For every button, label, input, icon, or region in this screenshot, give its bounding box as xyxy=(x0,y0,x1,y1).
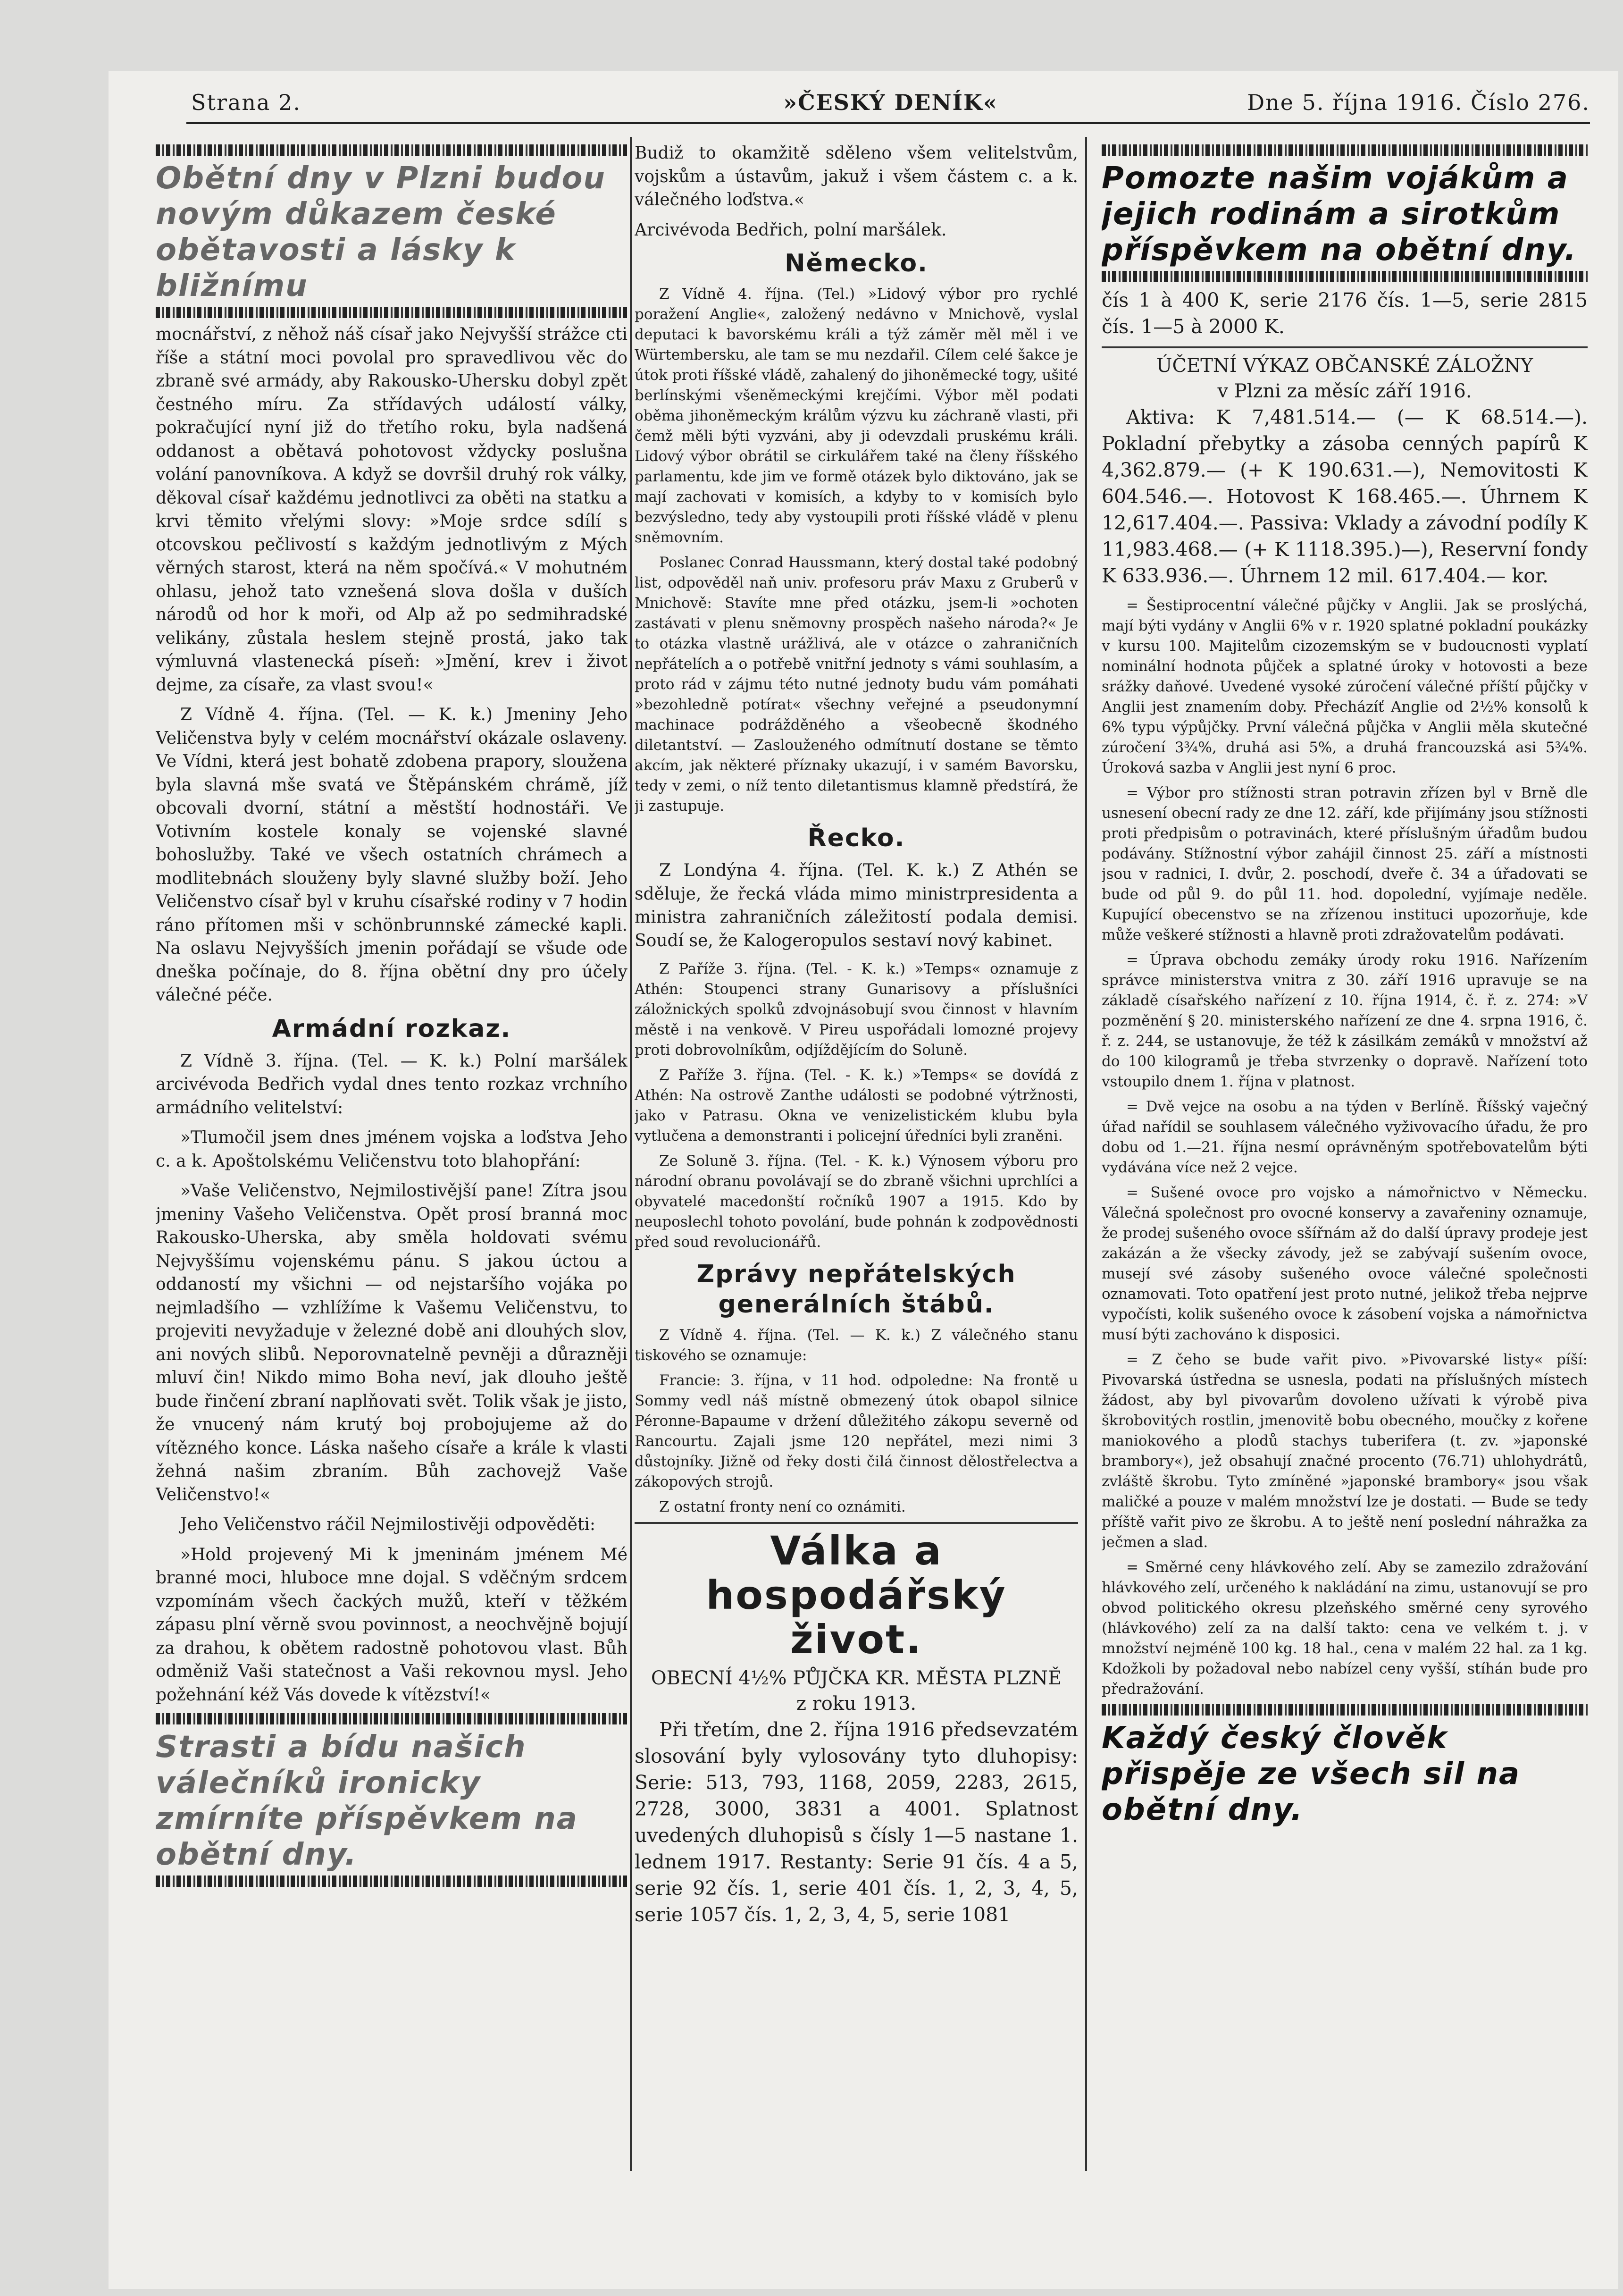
column-1 xyxy=(156,142,627,2176)
ornament-rule xyxy=(1102,144,1588,156)
ornament-rule xyxy=(1102,271,1588,282)
article-paragraph: Poslanec Conrad Haussmann, který dostal také podobný list, odpověděl naň univ. profesoru práv Maxu z Gruberů v Mnichově: Stavíte mne před otázku, jsem-li »ochoten zastávati v plenu sněmovny prospěch našeho národa?« Je to otázka vlastně urážlivá, ale v otázce o zahraničních nepřátelích a o potřebě vnitřní jednoty s vámi souhlasím, a proto rád v zájmu této nutné jednoty budu vám pomáhati »bezohledně potírat« všechny veřejné a pseudonymní machinace podrážděného a všeobecně škodného diletantství. — Zaslouženého odmítnutí dostane se těmto akcím, jak některé příznaky ukazují, i v samém Bavorsku, tedy v zemi, o níž tento diletantismus klamně předstírá, že ji zastupuje. xyxy=(635,554,1078,815)
article-paragraph: Ze Soluně 3. října. (Tel. - K. k.) Výnosem výboru pro národní obranu povolávají se do zbraně všichni uprchlíci a obyvatelé macedonští ročníků 1907 a 1915. Kdo by neuposlechl tohoto povolání, bude pohnán k zodpovědnosti před soud revolucionářů. xyxy=(635,1152,1078,1251)
appeal-banner: Obětní dny v Plzni budou novým důkazem české obětavosti a lásky k bližnímu xyxy=(156,161,606,303)
article-paragraph: Z Vídně 4. října. (Tel. — K. k.) Jmeniny Jeho Veličenstva byly v celém mocnářství okázale oslaveny. Ve Vídni, která jest bohatě zdobena prapory, sloužena byla slavná mše svatá ve Štěpánském chrámě, jíž obcovali dvorní, státní a městští hodnostáři. Ve Votivním kostele konaly se vojenské slavné bohoslužby. Také ve všech ostatních chrámech a modlitebnách slouženy byly slavné služby boží. Jeho Veličenstvo císař byl v kruhu císařské rodiny v 7 hodin ráno přítomen mši v schönbrunnské zámecké kapli. Na oslavu Nejvyšších jmenin pořádají se všude ode dneška počínaje, do 8. října obětní dny pro účely válečné péče. xyxy=(156,705,627,1005)
subheading: v Plzni za měsíc září 1916. xyxy=(1217,380,1472,402)
article-paragraph: = Dvě vejce na osobu a na týden v Berlíně. Říšský vaječný úřad nařídil se souhlasem válečného vyživovacího úřadu, že pro dobu od 1.—21. října nesmí oprávněným spotřebovatelům býti vydávána více než 2 vejce. xyxy=(1102,1098,1588,1176)
article-paragraph: Z Vídně 4. října. (Tel. — K. k.) Z válečného stanu tiskového se oznamuje: xyxy=(635,1327,1078,1364)
article-paragraph: Jeho Veličenstvo ráčil Nejmilostivěji odpověděti: xyxy=(180,1515,595,1534)
article-paragraph: Při třetím, dne 2. října 1916 předsevzatém slosování byly vylosovány tyto dluhopisy: Serie: 513, 793, 1168, 2059, 2283, 2615, 2728, 3000, 3831 a 4001. Splatnost uvedených dluhopisů s čísly 1—5 nastane 1. lednem 1917. Restanty: Serie 91 čís. 4 a 5, serie 92 čís. 1, serie 401 čís. 1, 2, 3, 4, 5, serie 1057 čís. 1, 2, 3, 4, 5, serie 1081 xyxy=(635,1718,1078,1926)
article-paragraph: Z ostatní fronty není co oznámiti. xyxy=(659,1498,906,1515)
column-divider xyxy=(630,137,632,2171)
article-paragraph: mocnářství, z něhož náš císař jako Nejvyšší strážce cti říše a státní moci povolal pro spravedlivou věc do zbraně své armády, aby Rakousko-Uhersku dobyl zpět čestného míru. Za střídavých událostí války, pokračující nyní již do třetího roku, byla nadšená oddanost a obětavá pohotovost vždycky poslušna volání panovníkova. A když se dovršil druhý rok války, děkoval císař každému jednotlivci za oběti na statku a krvi těmito vřelými slovy: »Moje srdce sdílí s otcovskou pečlivostí s každým jednotlivým z Mých věrných starost, která na něm spočívá.« V mohutném ohlasu, jehož tato vznešená slova došla v duších národů od hor k moři, od Alp až po sedmihradské velikány, zůstala heslem stejně prostá, jako tak výmluvná vlastenecká píseň: »Jmění, krev i život dejme, za císaře, za vlast svou!« xyxy=(156,325,627,695)
section-rule xyxy=(1102,346,1588,348)
section-heading: Armádní rozkaz. xyxy=(272,1014,511,1043)
ornament-rule xyxy=(156,307,627,318)
section-rule xyxy=(635,1522,1078,1524)
section-heading: ÚČETNÍ VÝKAZ OBČANSKÉ ZÁLOŽNY xyxy=(1156,355,1533,377)
appeal-banner: Strasti a bídu našich válečníků ironicky zmírníte příspěvkem na obětní dny. xyxy=(156,1730,578,1872)
header-rule xyxy=(186,122,1590,124)
article-paragraph: = Sušené ovoce pro vojsko a námořnictvo v Německu. Válečná společnost pro ovocné konservy a zavařeniny oznamuje, že prodej sušeného ovoce sšířnám až do další úpravy prodeje jest zakázán a že všecky závody, jež se zabývají sušením ovoce, musejí své zásoby sušeného ovoce válečné společnosti oznamovati. Toto opatření jest proto nutné, jelikož třeba nejprve vypočísti, kolik sušeného ovoce k zásobení vojska a námořnictva musí býti zachováno k disposici. xyxy=(1102,1184,1588,1343)
issue-date: Dne 5. října 1916. Číslo 276. xyxy=(1247,90,1590,115)
ornament-rule xyxy=(156,1713,627,1724)
article-paragraph: = Z čeho se bude vařit pivo. »Pivovarské listy« píší: Pivovarská ústředna se usnesla, podati na příslušných místech žádost, aby byl pivovarům dovoleno užívati k výrobě piva škrobovitých rostlin, jmenovitě bobu obecného, moučky z kořene maniokového a plodů stachys tuberifera (t. zv. »japonské brambory«), jež obsahují značné procento (76.71) uhlohydrátů, zvláště škrobu. Tyto zmíněné »japonské brambory« jsou však maličké a pouze v malém množství lze je dostati. — Bude se tedy příště vařit pivo ze škrobu. A to ještě není poslední náhražka za ječmen a slad. xyxy=(1102,1351,1588,1551)
article-paragraph: Z Vídně 4. října. (Tel.) »Lidový výbor pro rychlé poražení Anglie«, založený nedávno v Mnichově, vyslal deputaci k bavorskému králi a týž záměr měl měl i ve Würtembersku, ale tam se mu nezdařil. Cílem celé šakce je útok proti říšské vládě, zahalený do jihoněmecké togy, ušité berlínskými všeněmeckými krejčími. Výbor měl podati oběma jihoněmeckým králům výzvu ku záchraně vlasti, při čemž měli býti vyzváni, aby ji odevzdali pruskému králi. Lidový výbor obrátil se cirkulářem také na členy říšského parlamentu, kde jim ve formě otázek bylo diktováno, jak se mají zachovati v komisích, a kdyby to v komisích bylo bezvýsledno, tedy aby vystoupili proti říšské vládě v plenu sněmovním. xyxy=(635,286,1078,546)
article-paragraph: Budiž to okamžitě sděleno všem velitelstvům, vojskům a ústavům, jakuž i všem částem c. a k. válečného loďstva.« xyxy=(635,143,1078,210)
section-heading: Řecko. xyxy=(807,824,905,852)
newspaper-title: »ČESKÝ DENÍK« xyxy=(783,90,998,115)
appeal-banner: Pomozte našim vojákům a jejich rodinám a sirotkům příspěvkem na obětní dny. xyxy=(1102,161,1577,268)
article-paragraph: = Šestiprocentní válečné půjčky v Anglii. Jak se proslýchá, mají býti vydány v Anglii 6% v r. 1920 splatné pokladní poukázky v kursu 100. Majitelům cizozemským se v budoucnosti vyplatí nominální hodnota půjček a splatné úroky v hotovosti a beze srážky daňové. Uvedené vysoké zúročení válečné příští půjčky v Anglii jest znamením doby. Přecházíť Anglie od 2½% konsolů k 6% typu výpůjčky. První válečná půjčka v Anglii měla skutečné zúročení 3¾%, druhá asi 5%, a druhá francouzská asi 5¾%. Úroková sazba v Anglii jest nyní 6 proc. xyxy=(1102,597,1588,776)
article-paragraph: Francie: 3. října, v 11 hod. odpoledne: Na frontě u Sommy vedl náš místně obmezený útok obapol silnice Péronne-Bapaume v držení důležitého zákopu severně od Rancourtu. Zajali jsme 120 nepřátel, mezi nimi 3 důstojníky. Jižně od řeky dosti čilá činnost dělostřelectva a zákopových strojů. xyxy=(635,1372,1078,1490)
article-paragraph: = Úprava obchodu zemáky úrody roku 1916. Nařízením správce ministerstva vnitra z 30. září 1916 upravuje se na základě císařského nařízení z 10. října 1914, č. ř. z. 274: »V pozměnění § 20. ministerského nařízení ze dne 4. srpna 1916, č. ř. z. 244, se ustanovuje, že též k zásilkám zemáků v množství až do 100 kilogramů je třeba stvrzenky o dopravě. Nařízení toto vstoupilo dnem 1. října v platnost. xyxy=(1102,951,1588,1090)
ornament-rule xyxy=(156,1875,627,1887)
page-number: Strana 2. xyxy=(191,90,301,115)
article-paragraph: = Výbor pro stížnosti stran potravin zřízen byl v Brně dle usnesení obecní rady ze dne 12. září, kde přijímány jsou stížnosti proti předpisům o potravinách, které příslušným úřadům budou podávány. Stížnostní výbor zahájil činnost 25. září a místnosti jsou v radnici, I. dvůr, 2. poschodí, dveře č. 34 a úřadovati se bude od půl 9. do půl 11. hod. dopolední, vyjímaje neděle. Kupující obecenstvo se na zřízenou instituci upozorňuje, kde může veškeré stížnosti a hlavně proti zdražovatelům podávati. xyxy=(1102,784,1588,943)
section-heading: Válka a hospodářský život. xyxy=(706,1528,1007,1663)
article-paragraph: čís 1 à 400 K, serie 2176 čís. 1—5, serie 2815 čís. 1—5 à 2000 K. xyxy=(1102,289,1588,338)
subheading: OBECNÍ 4½% PŮJČKA KR. MĚSTA PLZNĚ xyxy=(651,1667,1062,1689)
article-paragraph: »Hold projevený Mi k jmeninám jménem Mé branné moci, hluboce mne dojal. S vděčným srdcem vzpomínám všech čackých mužů, kteří v těžkém zápasu plní věrně svou povinnost, a neochvějně bojují za drahou, k obětem radostně pohotovou vlast. Bůh odměniž Vaši statečnost a Vaši rekovnou mysl. Jeho požehnání kéž Vás dovede k vítězství!« xyxy=(156,1545,627,1705)
ornament-rule xyxy=(1102,1704,1588,1716)
article-paragraph: Z Paříže 3. října. (Tel. - K. k.) »Temps« oznamuje z Athén: Stoupenci strany Gunarisovy a příslušníci záložnických spolků zdvojnásobují svou činnost v hlavním městě i na venkově. V Pireu uspořádali lomozné projevy proti dobrovolníkům, odjíždějícím do Soluně. xyxy=(635,960,1078,1059)
column-3 xyxy=(1102,142,1588,2176)
article-paragraph: »Vaše Veličenstvo, Nejmilostivější pane! Zítra jsou jmeniny Vašeho Veličenstva. Opět prosí branná moc Rakousko-Uherska, aby směla holdovati svému Nejvyššímu vojenskému pánu. S jakou úctou a oddaností my všichni — od nejstaršího vojáka po nejmladšího — vzhlížíme k Vašemu Veličenstvu, to projeviti nevyžaduje v železné době ani dlouhých slov, ani nových slibů. Neporovnatelně pevněji a důrazněji mluví čin! Nikdo mimo Boha neví, jak dlouho ještě bude řinčení zbraní naplňovati svět. Tolik však je jisto, že vnucený nám krutý boj probojujeme až do vítězného konce. Láska našeho císaře a krále k vlasti žehná našim zbraním. Bůh zachovejž Vaše Veličenstvo!« xyxy=(156,1181,627,1505)
column-2 xyxy=(635,142,1078,2176)
signature-line: Arcivévoda Bedřich, polní maršálek. xyxy=(635,220,947,240)
article-paragraph: Z Londýna 4. října. (Tel. K. k.) Z Athén se sděluje, že řecká vláda mimo ministrpresidenta a ministra zahraničních záležitostí podala demisi. Soudí se, že Kalogeropulos sestaví nový kabinet. xyxy=(635,861,1078,950)
subheading: z roku 1913. xyxy=(796,1693,917,1715)
ornament-rule xyxy=(156,144,627,156)
article-paragraph: = Směrné ceny hlávkového zelí. Aby se zamezilo zdražování hlávkového zelí, určeného k nakládání na zimu, ustanovují se pro obvod politického okresu plzeňského směrné ceny syrového (hlávkového) zelí za na další takto: cena ve velkém t. j. v množství nejméně 100 kg. 18 hal., cena v malém 22 hal. za 1 kg. Kdožkoli by požadoval nebo nabízel ceny vyšší, stíhán bude pro předražování. xyxy=(1102,1559,1588,1698)
article-paragraph: Z Vídně 3. října. (Tel. — K. k.) Polní maršálek arcivévoda Bedřich vydal dnes tento rozkaz vrchního armádního velitelství: xyxy=(156,1051,627,1118)
article-paragraph: »Tlumočil jsem dnes jménem vojska a loďstva Jeho c. a k. Apoštolskému Veličenstvu toto blahopřání: xyxy=(156,1128,627,1171)
article-paragraph: Aktiva: K 7,481.514.— (— K 68.514.—). Pokladní přebytky a zásoba cenných papírů K 4,362.879.— (+ K 190.631.—), Nemovitosti K 604.546.—. Hotovost K 168.465.—. Úhrnem K 12,617.404.—. Passiva: Vklady a závodní podíly K 11,983.468.— (+ K 1118.395.)—), Reservní fondy K 633.936.—. Úhrnem 12 mil. 617.404.— kor. xyxy=(1102,406,1588,587)
appeal-banner: Každý český člověk přispěje ze všech sil na obětní dny. xyxy=(1102,1721,1521,1827)
column-divider xyxy=(1085,137,1087,2171)
article-paragraph: Z Paříže 3. října. (Tel. - K. k.) »Temps« se dovídá z Athén: Na ostrově Zanthe události se podobné výtržnosti, jako v Patrasu. Okna ve venizelistickém klubu byla vytlučena a demonstranti i policejní úředníci byli zraněni. xyxy=(635,1067,1078,1144)
section-heading: Zprávy nepřátelských generálních štábů. xyxy=(696,1260,1016,1319)
section-heading: Německo. xyxy=(785,249,928,278)
